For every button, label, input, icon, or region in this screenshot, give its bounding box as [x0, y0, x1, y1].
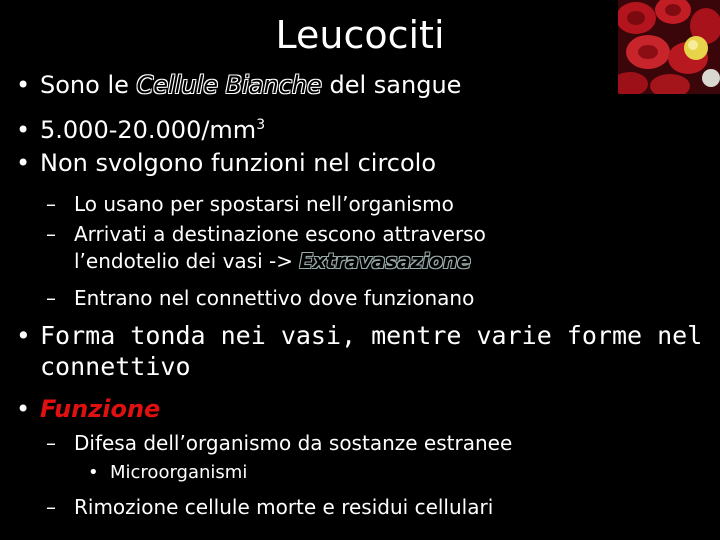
bullet-marker: • [16, 395, 31, 423]
bullet-circolo [16, 148, 436, 178]
bullet-marker: • [16, 116, 31, 144]
sub-bullet-text: Lo usano per spostarsi nell’organismo [74, 192, 454, 216]
sub-bullet-marker: – [46, 431, 56, 455]
bullet-text: del sangue [321, 71, 462, 99]
bullet-marker: • [16, 149, 31, 177]
slide-title: Leucociti [275, 13, 445, 57]
sub-bullet-marker: – [46, 222, 56, 246]
sub-bullet-difesa [46, 430, 512, 456]
extravasazione-emphasis: Extravasazione [299, 249, 471, 273]
bullet-concentration [16, 110, 265, 145]
sub-bullet-text: l’endotelio dei vasi -> [74, 249, 300, 273]
sub-sub-bullet-text: Microorganismi [110, 462, 248, 483]
sub-bullet-text: Arrivati a destinazione escono attraverso [74, 222, 486, 246]
blood-cells-image [618, 0, 720, 94]
bullet-text: 5.000-20.000/mm [40, 116, 257, 144]
bullet-text: Non svolgono funzioni nel circolo [40, 149, 437, 177]
bullet-marker: • [16, 321, 31, 350]
sub-bullet-text: Entrano nel connettivo dove funzionano [74, 286, 475, 310]
sub-bullet-spostarsi [46, 191, 454, 217]
sub-bullet-marker: – [46, 192, 56, 216]
bullet-text: Sono le [40, 71, 137, 99]
sub-sub-bullet-marker: • [88, 462, 99, 483]
sub-bullet-connettivo [46, 285, 474, 311]
sub-bullet-endotelio [74, 248, 471, 274]
bullet-forma [16, 321, 702, 351]
superscript: 3 [256, 117, 266, 133]
cellule-bianche-emphasis: Cellule Bianche [136, 71, 322, 99]
sub-bullet-marker: – [46, 286, 56, 310]
sub-bullet-destinazione [46, 221, 486, 247]
bullet-text: connettivo [40, 352, 191, 381]
bullet-cellule-bianche [16, 70, 461, 100]
funzione-emphasis: Funzione [40, 395, 161, 423]
sub-bullet-text: Rimozione cellule morte e residui cellulari [74, 495, 494, 519]
bullet-marker: • [16, 71, 31, 99]
bullet-forma-line2 [40, 352, 191, 382]
sub-bullet-marker: – [46, 495, 56, 519]
sub-sub-bullet-microorganismi [88, 462, 247, 484]
sub-bullet-rimozione [46, 494, 493, 520]
bullet-text: Forma tonda nei vasi, mentre varie forme nel [40, 321, 703, 350]
sub-bullet-text: Difesa dell’organismo da sostanze estranee [74, 431, 513, 455]
bullet-funzione [16, 394, 160, 424]
